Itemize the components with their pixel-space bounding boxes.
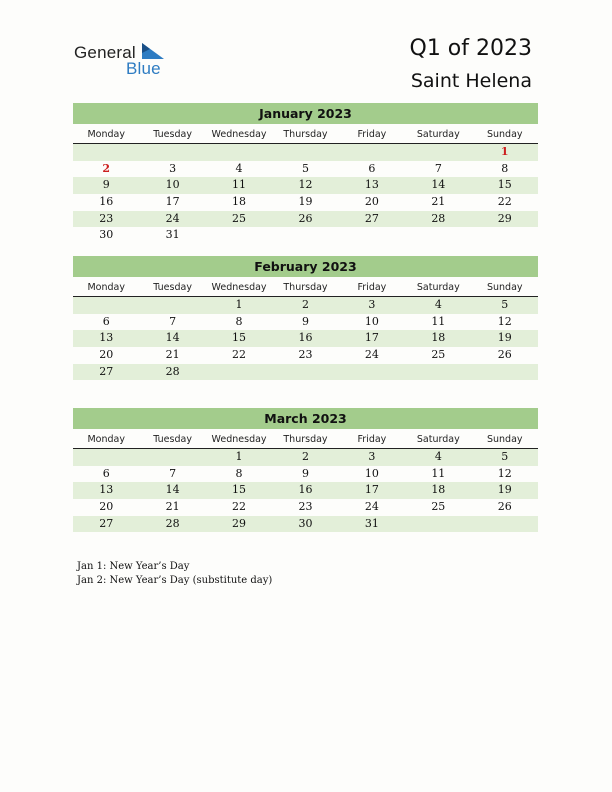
month-february xyxy=(73,256,538,380)
day-cell: 14 xyxy=(165,331,180,345)
day-cell: 10 xyxy=(364,314,379,328)
day-cell: 19 xyxy=(497,331,512,345)
empty-day-cell xyxy=(472,516,538,533)
day-cell: 30 xyxy=(99,228,114,242)
empty-day-cell xyxy=(139,144,205,161)
day-cell: 26 xyxy=(497,500,512,514)
month-title: February 2023 xyxy=(73,256,538,277)
weekday-label: Tuesday xyxy=(153,434,192,445)
day-cell: 27 xyxy=(99,364,114,378)
week-row xyxy=(73,347,538,364)
weekday-header-row xyxy=(73,431,538,449)
week-row xyxy=(73,364,538,381)
day-cell: 7 xyxy=(169,314,177,328)
weekday-label: Sunday xyxy=(486,434,523,445)
day-cell: 31 xyxy=(165,228,180,242)
day-cell: 30 xyxy=(298,516,313,530)
week-row xyxy=(73,330,538,347)
empty-day-cell xyxy=(339,144,405,161)
brand-name-blue: Blue xyxy=(126,59,161,78)
brand-name-general: General xyxy=(74,43,136,62)
day-cell: 29 xyxy=(232,516,247,530)
day-cell: 18 xyxy=(431,331,446,345)
day-cell: 20 xyxy=(99,348,114,362)
day-cell: 8 xyxy=(235,314,243,328)
month-title: January 2023 xyxy=(73,103,538,124)
day-cell: 1 xyxy=(500,145,509,158)
week-row xyxy=(73,194,538,211)
week-row xyxy=(73,516,538,533)
weekday-label: Thursday xyxy=(283,282,328,293)
day-cell: 4 xyxy=(434,450,442,463)
day-cell: 18 xyxy=(431,483,446,497)
day-cell: 5 xyxy=(501,298,509,311)
day-cell: 9 xyxy=(301,314,309,328)
day-cell: 17 xyxy=(364,331,379,345)
day-cell: 24 xyxy=(364,348,379,362)
brand-triangle-icon xyxy=(142,43,164,59)
empty-day-cell xyxy=(405,516,471,533)
day-cell: 4 xyxy=(434,298,442,311)
day-cell: 26 xyxy=(298,211,313,225)
day-cell: 13 xyxy=(99,331,114,345)
empty-day-cell xyxy=(206,364,272,381)
day-cell: 12 xyxy=(298,178,313,192)
day-cell: 18 xyxy=(232,195,247,209)
day-cell: 27 xyxy=(99,516,114,530)
holiday-note: Jan 2: New Year’s Day (substitute day) xyxy=(77,575,273,586)
empty-day-cell xyxy=(206,227,272,244)
day-cell: 5 xyxy=(301,161,309,175)
week-row xyxy=(73,161,538,178)
day-cell: 23 xyxy=(298,348,313,362)
week-row xyxy=(73,449,538,466)
day-cell: 28 xyxy=(431,211,446,225)
week-row xyxy=(73,314,538,331)
day-cell: 3 xyxy=(169,161,177,175)
day-cell: 3 xyxy=(368,298,376,311)
day-cell: 17 xyxy=(165,195,180,209)
week-row xyxy=(73,297,538,314)
day-cell: 27 xyxy=(364,211,379,225)
weekday-label: Sunday xyxy=(486,129,523,140)
day-cell: 4 xyxy=(235,161,243,175)
day-cell: 28 xyxy=(165,516,180,530)
weekday-label: Saturday xyxy=(416,434,460,445)
weekday-label: Tuesday xyxy=(153,282,192,293)
weekday-label: Friday xyxy=(357,434,387,445)
weekday-label: Monday xyxy=(87,282,125,293)
day-cell: 23 xyxy=(298,500,313,514)
day-cell: 28 xyxy=(165,364,180,378)
day-cell: 21 xyxy=(431,195,446,209)
day-cell: 2 xyxy=(102,161,111,175)
day-cell: 15 xyxy=(497,178,512,192)
empty-day-cell xyxy=(73,144,139,161)
day-cell: 22 xyxy=(497,195,512,209)
day-cell: 29 xyxy=(497,211,512,225)
day-cell: 1 xyxy=(235,298,243,311)
day-cell: 9 xyxy=(102,178,110,192)
empty-day-cell xyxy=(272,227,338,244)
day-cell: 25 xyxy=(431,348,446,362)
empty-day-cell xyxy=(472,227,538,244)
day-cell: 11 xyxy=(431,314,446,328)
day-cell: 6 xyxy=(102,466,110,480)
day-cell: 24 xyxy=(165,211,180,225)
day-cell: 24 xyxy=(364,500,379,514)
day-cell: 10 xyxy=(165,178,180,192)
weekday-label: Wednesday xyxy=(211,434,267,445)
day-cell: 1 xyxy=(235,450,243,463)
weekday-label: Monday xyxy=(87,434,125,445)
week-row xyxy=(73,482,538,499)
holiday-note: Jan 1: New Year’s Day xyxy=(77,561,190,572)
day-cell: 16 xyxy=(298,483,313,497)
week-row xyxy=(73,499,538,516)
day-cell: 11 xyxy=(232,178,247,192)
week-row xyxy=(73,466,538,483)
holiday-notes xyxy=(77,560,272,588)
empty-day-cell xyxy=(139,449,205,466)
day-cell: 12 xyxy=(497,466,512,480)
day-cell: 22 xyxy=(232,500,247,514)
day-cell: 12 xyxy=(497,314,512,328)
empty-day-cell xyxy=(272,144,338,161)
day-cell: 20 xyxy=(364,195,379,209)
weekday-label: Saturday xyxy=(416,282,460,293)
day-cell: 31 xyxy=(364,516,379,530)
week-row xyxy=(73,177,538,194)
day-cell: 6 xyxy=(368,161,376,175)
empty-day-cell xyxy=(405,227,471,244)
month-january xyxy=(73,103,538,244)
brand-logo xyxy=(74,40,174,80)
day-cell: 7 xyxy=(434,161,442,175)
weekday-label: Friday xyxy=(357,129,387,140)
day-cell: 14 xyxy=(165,483,180,497)
weekday-header-row xyxy=(73,126,538,144)
day-cell: 16 xyxy=(298,331,313,345)
day-cell: 21 xyxy=(165,348,180,362)
weekday-label: Saturday xyxy=(416,129,460,140)
page-subtitle: Saint Helena xyxy=(410,70,532,92)
day-cell: 11 xyxy=(431,466,446,480)
day-cell: 2 xyxy=(301,450,309,463)
weekday-label: Monday xyxy=(87,129,125,140)
empty-day-cell xyxy=(206,144,272,161)
week-row xyxy=(73,227,538,244)
day-cell: 5 xyxy=(501,450,509,463)
day-cell: 22 xyxy=(232,348,247,362)
weekday-label: Wednesday xyxy=(211,282,267,293)
month-title: March 2023 xyxy=(73,408,538,429)
weekday-label: Thursday xyxy=(283,434,328,445)
weekday-label: Tuesday xyxy=(153,129,192,140)
weekday-header-row xyxy=(73,279,538,297)
day-cell: 7 xyxy=(169,466,177,480)
week-row xyxy=(73,144,538,161)
page-title: Q1 of 2023 xyxy=(409,36,532,61)
day-cell: 25 xyxy=(232,211,247,225)
day-cell: 10 xyxy=(364,466,379,480)
day-cell: 2 xyxy=(301,298,309,311)
day-cell: 6 xyxy=(102,314,110,328)
day-cell: 15 xyxy=(232,483,247,497)
weekday-label: Thursday xyxy=(283,129,328,140)
day-cell: 13 xyxy=(99,483,114,497)
empty-day-cell xyxy=(272,364,338,381)
day-cell: 9 xyxy=(301,466,309,480)
empty-day-cell xyxy=(73,449,139,466)
day-cell: 21 xyxy=(165,500,180,514)
empty-day-cell xyxy=(472,364,538,381)
day-cell: 8 xyxy=(501,161,509,175)
day-cell: 23 xyxy=(99,211,114,225)
empty-day-cell xyxy=(139,297,205,314)
week-row xyxy=(73,211,538,228)
day-cell: 13 xyxy=(364,178,379,192)
day-cell: 17 xyxy=(364,483,379,497)
month-march xyxy=(73,408,538,532)
day-cell: 20 xyxy=(99,500,114,514)
empty-day-cell xyxy=(405,144,471,161)
day-cell: 3 xyxy=(368,450,376,463)
empty-day-cell xyxy=(405,364,471,381)
weekday-label: Sunday xyxy=(486,282,523,293)
weekday-label: Friday xyxy=(357,282,387,293)
empty-day-cell xyxy=(339,227,405,244)
day-cell: 25 xyxy=(431,500,446,514)
day-cell: 14 xyxy=(431,178,446,192)
day-cell: 19 xyxy=(298,195,313,209)
day-cell: 26 xyxy=(497,348,512,362)
weekday-label: Wednesday xyxy=(211,129,267,140)
empty-day-cell xyxy=(73,297,139,314)
day-cell: 8 xyxy=(235,466,243,480)
empty-day-cell xyxy=(339,364,405,381)
day-cell: 19 xyxy=(497,483,512,497)
day-cell: 16 xyxy=(99,195,114,209)
day-cell: 15 xyxy=(232,331,247,345)
